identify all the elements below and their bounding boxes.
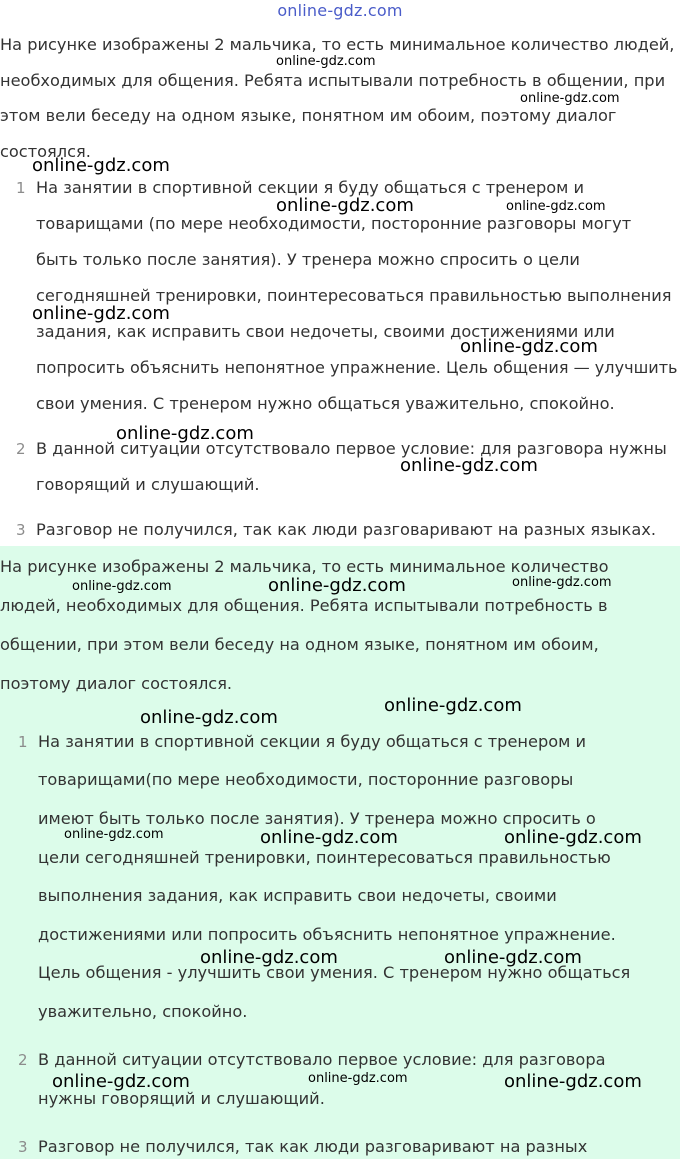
item-line: цели сегодняшней тренировки, поинтересоваться правильностью xyxy=(38,848,611,867)
watermark: online-gdz.com xyxy=(72,579,172,594)
intro-line: людей, необходимых для общения. Ребята испытывали потребность в xyxy=(0,596,608,615)
item-line: свои умения. С тренером нужно общаться уважительно, спокойно. xyxy=(36,394,615,413)
watermark: online-gdz.com xyxy=(140,707,278,728)
watermark: online-gdz.com xyxy=(52,1071,190,1092)
intro-line: необходимых для общения. Ребята испытывали потребность в общении, при xyxy=(0,71,666,90)
item-line: Разговор не получился, так как люди разговаривают на разных языках. xyxy=(36,520,656,539)
site-logo[interactable]: online-gdz.com xyxy=(277,1,403,20)
watermark: online-gdz.com xyxy=(268,575,406,596)
watermark: online-gdz.com xyxy=(384,695,522,716)
item-line: попросить объяснить непонятное упражнение. Цель общения — улучшить xyxy=(36,358,678,377)
item-line: говорящий и слушающий. xyxy=(36,475,260,494)
item-line: задания, как исправить свои недочеты, своими достижениями или xyxy=(36,322,615,341)
item-line: На занятии в спортивной секции я буду общаться с тренером и xyxy=(36,178,585,197)
intro-line: состоялся. xyxy=(0,142,91,161)
item-line: В данной ситуации отсутствовало первое условие: для разговора нужны xyxy=(36,439,667,458)
watermark: online-gdz.com xyxy=(116,423,254,444)
intro-line: этом вели беседу на одном языке, понятном им обоим, поэтому диалог xyxy=(0,106,617,125)
intro-line: На рисунке изображены 2 мальчика, то есть минимальное количество xyxy=(0,557,609,576)
watermark: online-gdz.com xyxy=(276,195,414,216)
item-line: Цель общения - улучшить свои умения. С тренером нужно общаться xyxy=(38,963,631,982)
item-line: имеют быть только после занятия). У тренера можно спросить о xyxy=(38,809,596,828)
watermark: online-gdz.com xyxy=(276,54,376,69)
watermark: online-gdz.com xyxy=(32,303,170,324)
item-line: товарищами(по мере необходимости, посторонние разговоры xyxy=(38,770,574,789)
intro-line: На рисунке изображены 2 мальчика, то есть минимальное количество людей, xyxy=(0,35,675,54)
watermark: online-gdz.com xyxy=(308,1071,408,1086)
watermark: online-gdz.com xyxy=(32,155,170,176)
item-line: достижениями или попросить объяснить непонятное упражнение. xyxy=(38,925,616,944)
item-number: 1 xyxy=(16,179,26,197)
item-number: 3 xyxy=(18,1138,28,1156)
item-number: 3 xyxy=(16,521,26,539)
watermark: online-gdz.com xyxy=(260,827,398,848)
item-line: выполнения задания, как исправить свои недочеты, своими xyxy=(38,886,557,905)
watermark: online-gdz.com xyxy=(504,827,642,848)
watermark: online-gdz.com xyxy=(504,1071,642,1092)
watermark: online-gdz.com xyxy=(520,91,620,106)
item-line: Разговор не получился, так как люди разговаривают на разных xyxy=(38,1137,588,1156)
watermark: online-gdz.com xyxy=(200,947,338,968)
intro-line: общении, при этом вели беседу на одном языке, понятном им обоим, xyxy=(0,635,599,654)
item-line: нужны говорящий и слушающий. xyxy=(38,1089,325,1108)
item-line: сегодняшней тренировки, поинтересоваться правильностью выполнения xyxy=(36,286,672,305)
item-line: На занятии в спортивной секции я буду общаться с тренером и xyxy=(38,732,587,751)
item-number: 2 xyxy=(16,440,26,458)
item-line: В данной ситуации отсутствовало первое условие: для разговора xyxy=(38,1050,606,1069)
item-line: товарищами (по мере необходимости, посторонние разговоры могут xyxy=(36,214,632,233)
watermark: online-gdz.com xyxy=(444,947,582,968)
intro-line: поэтому диалог состоялся. xyxy=(0,674,233,693)
watermark: online-gdz.com xyxy=(400,455,538,476)
answer-version-2 xyxy=(0,546,680,1159)
item-number: 2 xyxy=(18,1051,28,1069)
item-line: быть только после занятия). У тренера можно спросить о цели xyxy=(36,250,580,269)
answer-version-1 xyxy=(0,0,680,546)
watermark: online-gdz.com xyxy=(506,199,606,214)
watermark: online-gdz.com xyxy=(460,336,598,357)
watermark: online-gdz.com xyxy=(512,575,612,590)
item-number: 1 xyxy=(18,733,28,751)
item-line: уважительно, спокойно. xyxy=(38,1002,248,1021)
watermark: online-gdz.com xyxy=(64,827,164,842)
